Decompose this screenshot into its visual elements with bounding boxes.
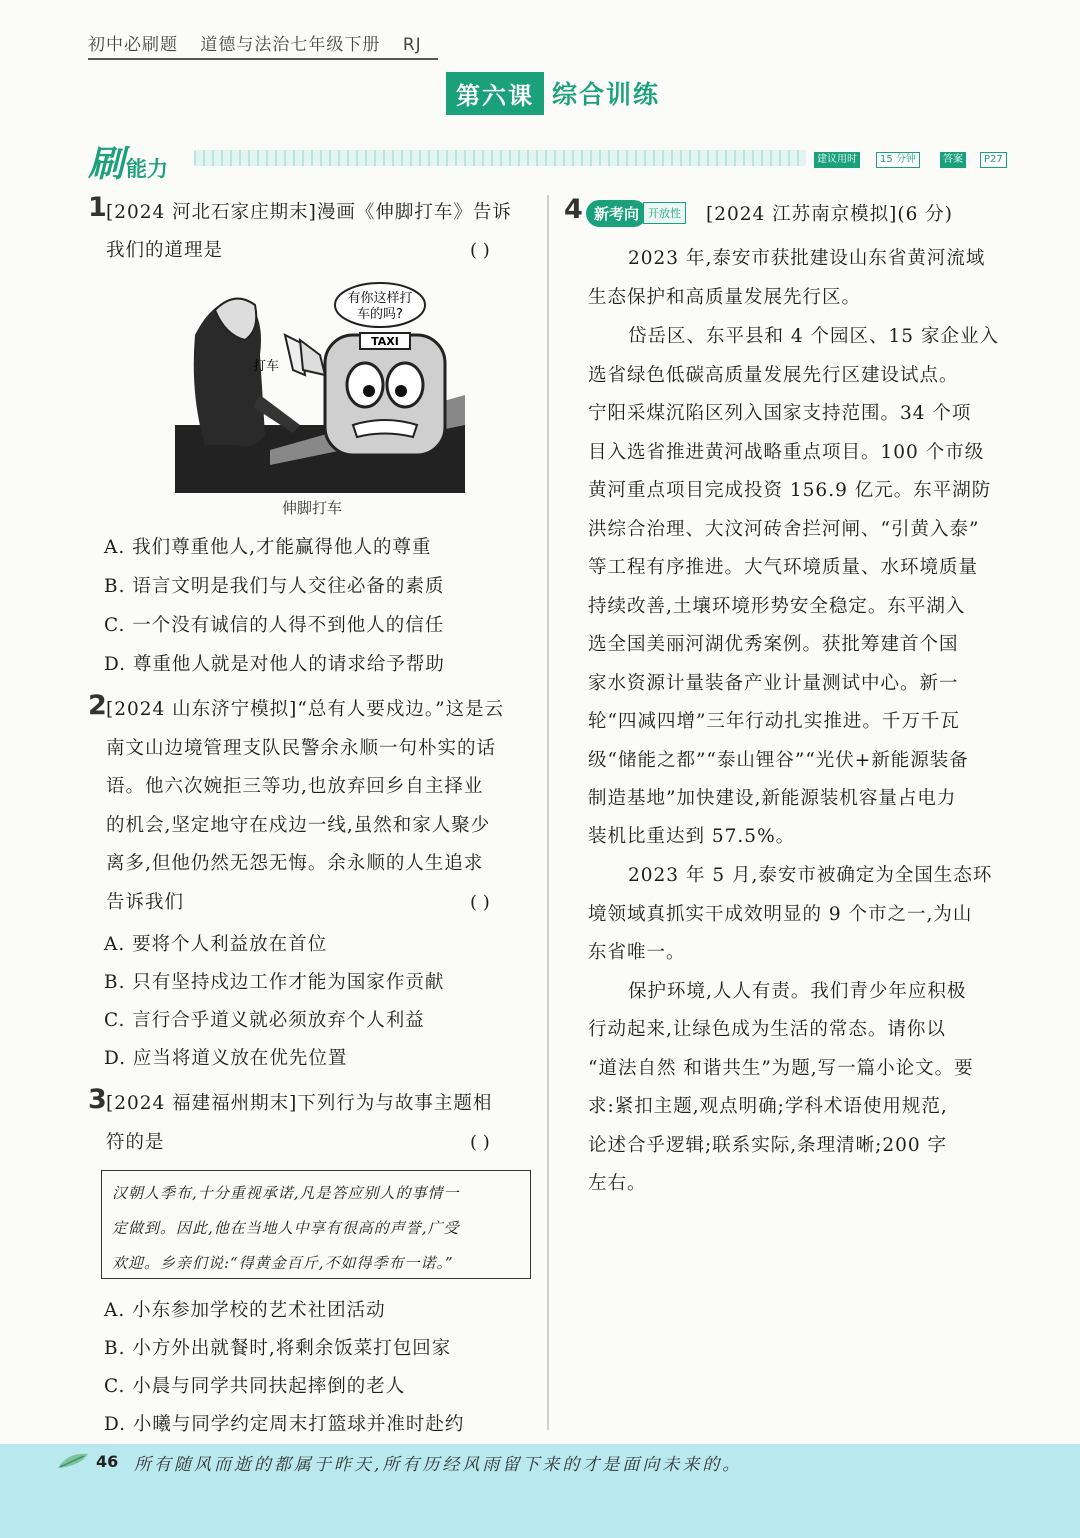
q3-line-2: 符的是 xyxy=(106,1132,165,1153)
series-name: 初中必刷题 xyxy=(88,35,178,55)
q4-line: 目入选省推进黄河战略重点项目。100 个市级 xyxy=(588,442,985,463)
q4-line: 选省绿色低碳高质量发展先行区建设试点。 xyxy=(588,365,959,386)
section-heading xyxy=(88,136,168,187)
q2-option-d[interactable]: D. 应当将道义放在优先位置 xyxy=(104,1048,348,1069)
section-label: 能力 xyxy=(126,157,169,181)
q1-line-2: 我们的道理是 xyxy=(106,240,224,261)
tag-open: 开放性 xyxy=(643,202,686,224)
q2-line-2: 南文山边境管理支队民警余永顺一句朴实的话 xyxy=(106,738,497,759)
q4-line: 境领域真抓实干成效明显的 9 个市之一,为山 xyxy=(588,904,973,925)
q4-line: 等工程有序推进。大气环境质量、水环境质量 xyxy=(588,557,979,578)
q2-line-4: 的机会,坚定地守在戍边一线,虽然和家人聚少 xyxy=(106,815,491,836)
progress-ruler xyxy=(194,150,806,166)
question-number: 3 xyxy=(88,1084,107,1115)
page-number: 46 xyxy=(96,1452,119,1471)
q4-line: 家水资源计量装备产业计量测试中心。新一 xyxy=(588,673,959,694)
time-value-badge: 15 分钟 xyxy=(876,152,920,168)
q2-line-3: 语。他六次婉拒三等功,也放弃回乡自主择业 xyxy=(106,776,484,797)
footer-quote: 所有随风而逝的都属于昨天,所有历经风雨留下来的才是面向未来的。 xyxy=(134,1455,743,1475)
column-divider xyxy=(547,195,549,1430)
leaf-icon xyxy=(56,1450,92,1472)
q4-line: 宁阳采煤沉陷区列入国家支持范围。34 个项 xyxy=(588,403,972,424)
q4-source: [2024 江苏南京模拟](6 分) xyxy=(706,204,953,225)
edition: RJ xyxy=(402,35,422,55)
q2-option-a[interactable]: A. 要将个人利益放在首位 xyxy=(104,934,328,955)
question-number: 1 xyxy=(88,192,107,223)
q4-line: “道法自然 和谐共生”为题,写一篇小论文。要 xyxy=(588,1058,974,1079)
new-direction-tag xyxy=(586,198,686,228)
q3-option-c[interactable]: C. 小晨与同学共同扶起摔倒的老人 xyxy=(104,1376,406,1397)
speech-bubble-line-2: 车的吗? xyxy=(357,307,403,322)
q1-option-c[interactable]: C. 一个没有诚信的人得不到他人的信任 xyxy=(104,615,445,636)
answer-blank[interactable]: ( ) xyxy=(470,240,490,261)
q4-line: 2023 年 5 月,泰安市被确定为全国生态环 xyxy=(628,865,993,886)
running-header xyxy=(88,30,438,60)
call-taxi-text: 打车 xyxy=(253,359,280,374)
taxi-sign: TAXI xyxy=(371,335,399,348)
q4-line: 生态保护和高质量发展先行区。 xyxy=(588,287,862,308)
q1-option-d[interactable]: D. 尊重他人就是对他人的请求给予帮助 xyxy=(104,654,445,675)
story-box xyxy=(101,1170,531,1279)
q4-line: 求:紧扣主题,观点明确;学科术语使用规范, xyxy=(588,1096,948,1117)
q4-line: 论述合乎逻辑;联系实际,条理清晰;200 字 xyxy=(588,1135,948,1156)
tag-new-direction: 新考向 xyxy=(586,200,647,227)
section-mark: 刷 xyxy=(88,144,125,185)
q3-option-a[interactable]: A. 小东参加学校的艺术社团活动 xyxy=(104,1300,386,1321)
speech-bubble-line-1: 有你这样打 xyxy=(347,291,413,306)
question-number: 4 xyxy=(564,194,583,225)
lesson-title-banner xyxy=(446,74,660,112)
q3-line-1: [2024 福建福州期末]下列行为与故事主题相 xyxy=(106,1093,493,1114)
q2-option-c[interactable]: C. 言行合乎道义就必须放弃个人利益 xyxy=(104,1010,425,1031)
q4-line: 制造基地”加快建设,新能源装机容量占电力 xyxy=(588,788,957,809)
story-line: 汉朝人季布,十分重视承诺,凡是答应别人的事情一 xyxy=(112,1184,460,1202)
q2-option-b[interactable]: B. 只有坚持戍边工作才能为国家作贡献 xyxy=(104,972,445,993)
q4-line: 轮“四减四增”三年行动扎实推进。千万千瓦 xyxy=(588,711,960,732)
book-title: 道德与法治七年级下册 xyxy=(200,35,381,55)
q3-option-b[interactable]: B. 小方外出就餐时,将剩余饭菜打包回家 xyxy=(104,1338,452,1359)
q4-line: 级“储能之都”“泰山锂谷”“光伏+新能源装备 xyxy=(588,750,969,771)
time-label-badge: 建议用时 xyxy=(814,152,860,168)
q4-line: 装机比重达到 57.5%。 xyxy=(588,826,796,847)
q4-line: 选全国美丽河湖优秀案例。获批筹建首个国 xyxy=(588,634,959,655)
comic-caption: 伸脚打车 xyxy=(282,499,343,517)
q2-line-5: 离多,但他仍然无怨无悔。余永顺的人生追求 xyxy=(106,853,484,874)
q2-line-6: 告诉我们 xyxy=(106,892,185,913)
q4-line: 洪综合治理、大汶河砖舍拦河闸、“引黄入泰” xyxy=(588,519,980,540)
q4-line: 东省唯一。 xyxy=(588,942,686,963)
q1-line-1: [2024 河北石家庄期末]漫画《伸脚打车》告诉 xyxy=(106,202,512,223)
q3-option-d[interactable]: D. 小曦与同学约定周末打篮球并准时赴约 xyxy=(104,1414,465,1435)
q1-option-b[interactable]: B. 语言文明是我们与人交往必备的素质 xyxy=(104,576,445,597)
story-line: 欢迎。乡亲们说:“得黄金百斤,不如得季布一诺。” xyxy=(112,1254,454,1272)
q4-line: 岱岳区、东平县和 4 个园区、15 家企业入 xyxy=(628,326,999,347)
answer-page-badge: P27 xyxy=(980,152,1007,168)
q1-option-a[interactable]: A. 我们尊重他人,才能赢得他人的尊重 xyxy=(104,537,432,558)
answer-label-badge: 答案 xyxy=(940,152,966,168)
q2-line-1: [2024 山东济宁模拟]“总有人要戍边。”这是云 xyxy=(106,699,505,720)
q4-line: 行动起来,让绿色成为生活的常态。请你以 xyxy=(588,1019,946,1040)
answer-blank[interactable]: ( ) xyxy=(470,1132,490,1153)
comic-illustration xyxy=(175,275,465,493)
q4-line: 持续改善,土壤环境形势安全稳定。东平湖入 xyxy=(588,596,966,617)
q4-line: 黄河重点项目完成投资 156.9 亿元。东平湖防 xyxy=(588,480,992,501)
q4-line: 左右。 xyxy=(588,1173,647,1194)
q4-line: 保护环境,人人有责。我们青少年应积极 xyxy=(628,981,967,1002)
q4-line: 2023 年,泰安市获批建设山东省黄河流域 xyxy=(628,248,986,269)
question-number: 2 xyxy=(88,690,107,721)
answer-blank[interactable]: ( ) xyxy=(470,892,490,913)
lesson-title: 综合训练 xyxy=(552,80,661,109)
lesson-number: 第六课 xyxy=(446,72,544,115)
story-line: 定做到。因此,他在当地人中享有很高的声誉,广受 xyxy=(112,1219,460,1237)
